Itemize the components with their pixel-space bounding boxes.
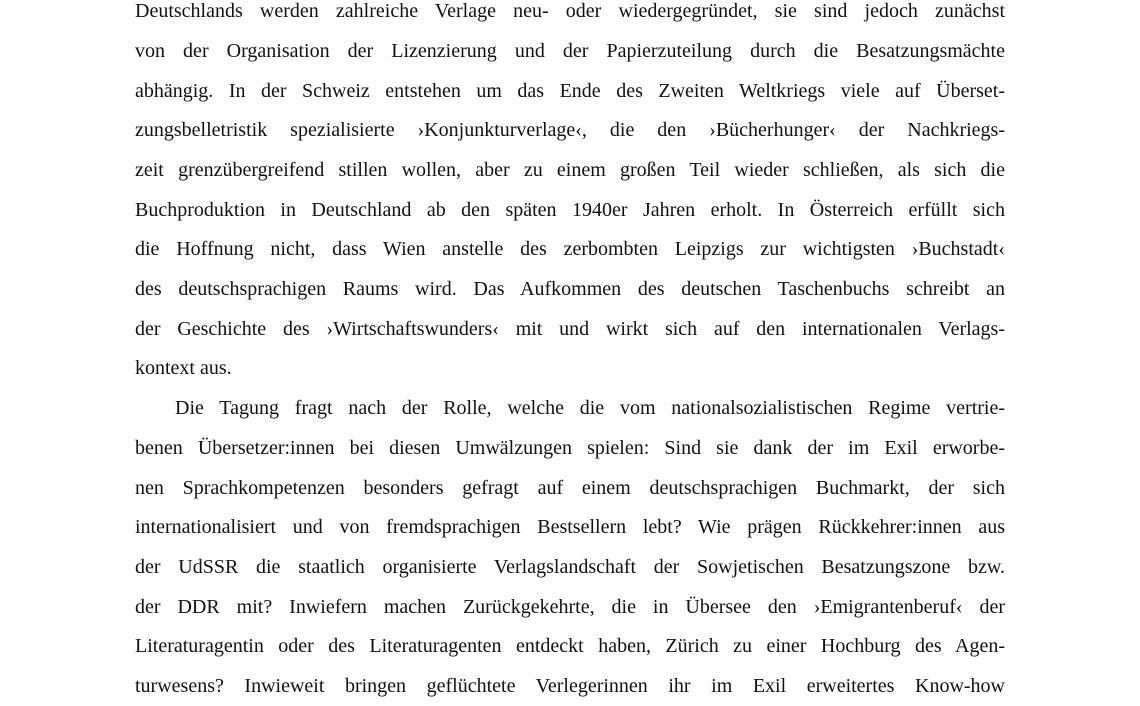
text-line: von der Organisation der Lizenzierung und der Papierzuteilung durch die Besatzungsmächte — [135, 40, 1005, 62]
text-line: der DDR mit? Inwiefern machen Zurückgekehrte, die in Übersee den ›Emigrantenberuf‹ der — [135, 596, 1005, 618]
text-line: die Hoffnung nicht, dass Wien anstelle des zerbombten Leipzigs zur wichtigsten ›Buchstadt‹ — [135, 238, 1005, 260]
text-line: zeit grenzübergreifend stillen wollen, aber zu einem großen Teil wieder schließen, als sich die — [135, 159, 1005, 181]
text-line: abhängig. In der Schweiz entstehen um das Ende des Zweiten Weltkriegs viele auf Überset- — [135, 80, 1005, 102]
text-line: der Geschichte des ›Wirtschaftswunders‹ mit und wirkt sich auf den internationalen Verlags- — [135, 318, 1005, 340]
text-line: der UdSSR die staatlich organisierte Verlagslandschaft der Sowjetischen Besatzungszone bzw. — [135, 556, 1005, 578]
text-line: nen Sprachkompetenzen besonders gefragt auf einem deutschsprachigen Buchmarkt, der sich — [135, 477, 1005, 499]
text-line: turwesens? Inwieweit bringen geflüchtete Verlegerinnen ihr im Exil erweitertes Know-how — [135, 675, 1005, 697]
text-line: Deutschlands werden zahlreiche Verlage neu- oder wiedergegründet, sie sind jedoch zunächst — [135, 0, 1005, 22]
text-line: benen Übersetzer:innen bei diesen Umwälzungen spielen: Sind sie dank der im Exil erworbe- — [135, 437, 1005, 459]
text-line: zungsbelletristik spezialisierte ›Konjunkturverlage‹, die den ›Bücherhunger‹ der Nachkriegs- — [135, 119, 1005, 141]
text-line: kontext aus. — [135, 357, 232, 379]
text-line: Buchproduktion in Deutschland ab den späten 1940er Jahren erholt. In Österreich erfüllt sich — [135, 199, 1005, 221]
text-line: des deutschsprachigen Raums wird. Das Aufkommen des deutschen Taschenbuchs schreibt an — [135, 278, 1005, 300]
text-line: Literaturagentin oder des Literaturagenten entdeckt haben, Zürich zu einer Hochburg des Agen- — [135, 635, 1005, 657]
text-line: Die Tagung fragt nach der Rolle, welche die vom nationalsozialistischen Regime vertrie- — [175, 397, 1005, 419]
text-line: internationalisiert und von fremdsprachigen Bestsellern lebt? Wie prägen Rückkehrer:innen aus — [135, 516, 1005, 538]
